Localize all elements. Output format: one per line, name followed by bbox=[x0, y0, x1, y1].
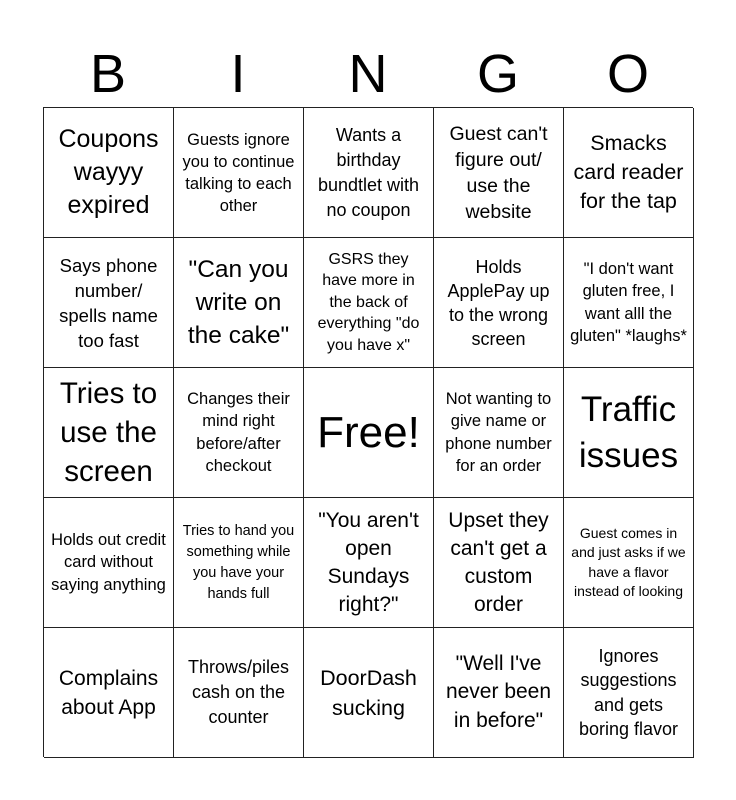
bingo-cell[interactable] bbox=[304, 108, 434, 238]
header-letter-o: O bbox=[606, 44, 649, 104]
header-letter-b: B bbox=[89, 44, 127, 104]
cell-text: "Well I've never been in before" bbox=[445, 651, 552, 732]
cell-text: Tries to use the screen bbox=[59, 377, 158, 488]
bingo-cell[interactable] bbox=[44, 368, 174, 498]
cell-text: Guest comes in and just asks if we have a flavor instead of looking bbox=[571, 524, 686, 599]
cell-text: Coupons wayyy expired bbox=[58, 125, 159, 219]
free-space[interactable] bbox=[304, 368, 434, 498]
cell-text: Smacks card reader for the tap bbox=[573, 131, 684, 213]
bingo-cell[interactable] bbox=[174, 238, 304, 368]
cell-text: Wants a birthday bundtlet with no coupon bbox=[317, 124, 420, 220]
bingo-cell[interactable] bbox=[434, 368, 564, 498]
header-letter-n: N bbox=[348, 44, 388, 104]
bingo-cell[interactable] bbox=[44, 108, 174, 238]
cell-text: Holds ApplePay up to the wrong screen bbox=[447, 256, 550, 349]
cell-text: "You aren't open Sundays right?" bbox=[318, 508, 419, 616]
cell-text: Says phone number/ spells name too fast bbox=[59, 254, 158, 351]
bingo-header bbox=[43, 40, 693, 108]
bingo-cell[interactable] bbox=[564, 628, 694, 758]
bingo-cell[interactable] bbox=[174, 368, 304, 498]
bingo-cell[interactable] bbox=[564, 108, 694, 238]
cell-text: Tries to hand you something while you have your hands full bbox=[182, 522, 295, 602]
bingo-cell[interactable] bbox=[434, 238, 564, 368]
cell-text: Traffic issues bbox=[578, 389, 679, 475]
bingo-cell[interactable] bbox=[304, 238, 434, 368]
cell-text: Free! bbox=[317, 407, 420, 457]
cell-text: Ignores suggestions and gets boring flavor bbox=[578, 645, 679, 739]
cell-text: GSRS they have more in the back of everything "do you have x" bbox=[317, 250, 420, 354]
cell-text: "I don't want gluten free, I want alll the gluten" *laughs* bbox=[570, 259, 687, 345]
bingo-cell[interactable] bbox=[44, 628, 174, 758]
cell-text: Changes their mind right before/after checkout bbox=[187, 389, 290, 475]
cell-text: Guest can't figure out/ use the website bbox=[449, 122, 548, 223]
bingo-cell[interactable] bbox=[304, 628, 434, 758]
bingo-cell[interactable] bbox=[174, 628, 304, 758]
bingo-cell[interactable] bbox=[44, 238, 174, 368]
cell-text: Holds out credit card without saying anything bbox=[51, 530, 166, 594]
cell-text: DoorDash sucking bbox=[320, 665, 417, 720]
bingo-grid bbox=[43, 107, 693, 757]
cell-text: Guests ignore you to continue talking to each other bbox=[182, 130, 295, 215]
bingo-cell[interactable] bbox=[564, 368, 694, 498]
bingo-cell[interactable] bbox=[304, 498, 434, 628]
cell-text: Throws/piles cash on the counter bbox=[187, 657, 290, 727]
cell-text: Not wanting to give name or phone number for an order bbox=[445, 389, 552, 475]
bingo-cell[interactable] bbox=[434, 498, 564, 628]
header-letter-i: I bbox=[230, 44, 246, 104]
cell-text: Complains about App bbox=[58, 666, 159, 719]
bingo-cell[interactable] bbox=[44, 498, 174, 628]
cell-text: "Can you write on the cake" bbox=[187, 256, 290, 349]
bingo-cell[interactable] bbox=[174, 108, 304, 238]
bingo-cell[interactable] bbox=[434, 628, 564, 758]
bingo-cell[interactable] bbox=[174, 498, 304, 628]
bingo-cell[interactable] bbox=[564, 238, 694, 368]
cell-text: Upset they can't get a custom order bbox=[448, 508, 549, 616]
bingo-cell[interactable] bbox=[564, 498, 694, 628]
header-letter-g: G bbox=[476, 44, 519, 104]
bingo-cell[interactable] bbox=[434, 108, 564, 238]
